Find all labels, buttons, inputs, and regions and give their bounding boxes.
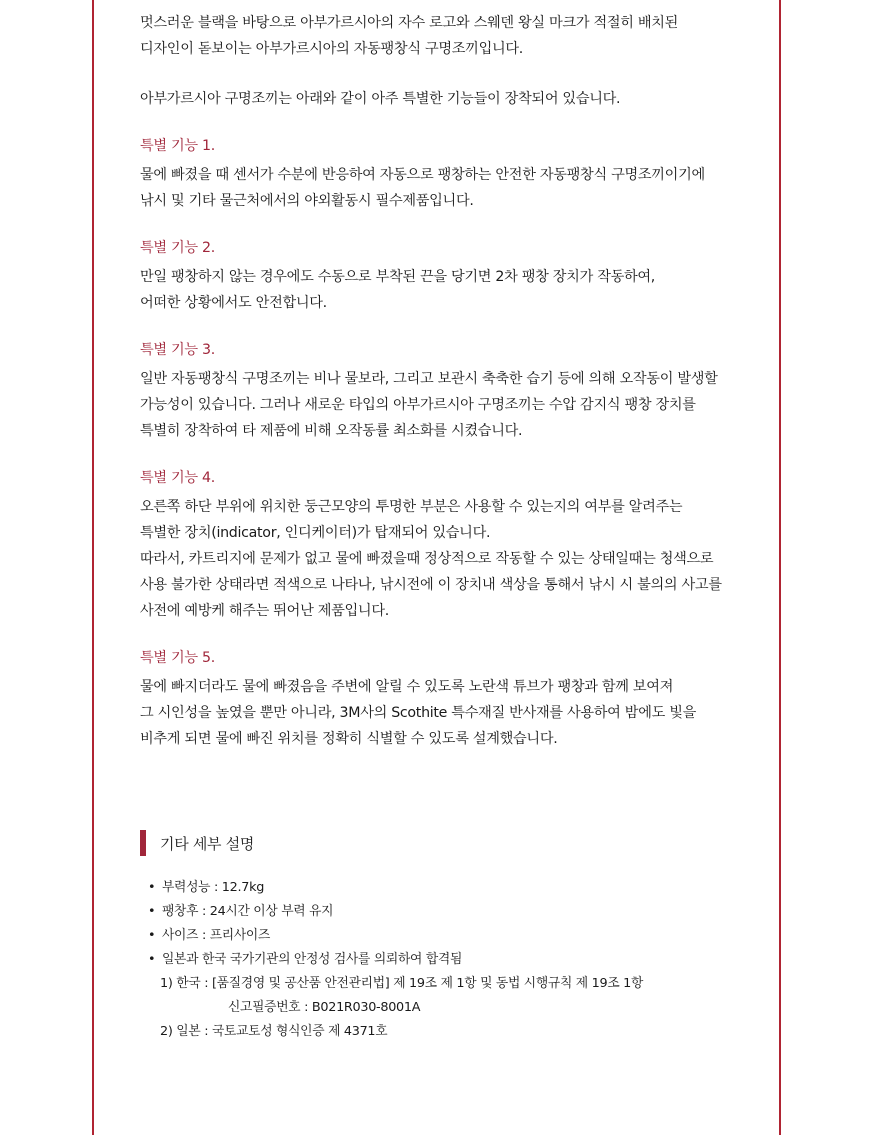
feature-title: 특별 기능 5. xyxy=(140,650,215,666)
feature-line: 특별한 장치(indicator, 인디케이터)가 탑재되어 있습니다. xyxy=(140,525,491,541)
cert-korea: 1) 한국 : [품질경영 및 공산품 안전관리법] 제 19조 제 1항 및 동법 시행규칙 제 19조 1항 xyxy=(160,976,644,991)
bullet-icon: • xyxy=(148,952,156,967)
bullet-icon: • xyxy=(148,928,156,943)
details-header xyxy=(140,830,760,856)
feature-title: 특별 기능 3. xyxy=(140,342,215,358)
spec-item-buoyancy: • 부력성능 : 12.7kg xyxy=(140,876,760,900)
feature-3 xyxy=(140,338,770,444)
feature-line: 사전에 예방케 해주는 뛰어난 제품입니다. xyxy=(140,603,389,619)
spec-item-inflated: • 팽창후 : 24시간 이상 부력 유지 xyxy=(140,900,760,924)
feature-line: 물에 빠지더라도 물에 빠졌음을 주변에 알릴 수 있도록 노란색 튜브가 팽창과 함께 보여져 xyxy=(140,679,674,695)
product-description xyxy=(140,10,770,752)
feature-2 xyxy=(140,236,770,316)
spec-item-certification: • 일본과 한국 국가기관의 안정성 검사를 의뢰하여 합격됨 xyxy=(140,948,760,972)
intro-line-1: 멋스러운 블랙을 바탕으로 아부가르시아의 자수 로고와 스웨덴 왕실 마크가 적절히 배치된 xyxy=(140,15,679,31)
details-title: 기타 세부 설명 xyxy=(160,834,255,853)
feature-5 xyxy=(140,646,770,752)
details-section xyxy=(140,830,760,1044)
cert-japan: 2) 일본 : 국토교토성 형식인증 제 4371호 xyxy=(160,1024,388,1039)
feature-line: 만일 팽창하지 않는 경우에도 수동으로 부착된 끈을 당기면 2차 팽창 장치가 작동하여, xyxy=(140,269,656,285)
feature-title: 특별 기능 1. xyxy=(140,138,215,154)
feature-line: 낚시 및 기타 물근처에서의 야외활동시 필수제품입니다. xyxy=(140,193,474,209)
section-accent-bar xyxy=(140,830,146,856)
feature-line: 물에 빠졌을 때 센서가 수분에 반응하여 자동으로 팽창하는 안전한 자동팽창식 구명조끼이기에 xyxy=(140,167,705,183)
feature-line: 가능성이 있습니다. 그러나 새로운 타입의 아부가르시아 구명조끼는 수압 감지식 팽창 장치를 xyxy=(140,397,696,413)
feature-line: 비추게 되면 물에 빠진 위치를 정확히 식별할 수 있도록 설계했습니다. xyxy=(140,731,558,747)
bullet-icon: • xyxy=(148,880,156,895)
feature-1 xyxy=(140,134,770,214)
feature-line: 따라서, 카트리지에 문제가 없고 물에 빠졌을때 정상적으로 작동할 수 있는 상태일때는 청색으로 xyxy=(140,551,714,567)
intro-lead: 아부가르시아 구명조끼는 아래와 같이 아주 특별한 기능들이 장착되어 있습니다. xyxy=(140,91,621,107)
feature-line: 어떠한 상황에서도 안전합니다. xyxy=(140,295,327,311)
spec-item-size: • 사이즈 : 프리사이즈 xyxy=(140,924,760,948)
cert-korea-number: 신고필증번호 : B021R030-8001A xyxy=(228,1000,421,1015)
feature-line: 일반 자동팽창식 구명조끼는 비나 물보라, 그리고 보관시 축축한 습기 등에 의해 오작동이 발생할 xyxy=(140,371,718,387)
feature-line: 사용 불가한 상태라면 적색으로 나타나, 낚시전에 이 장치내 색상을 통해서 낚시 시 불의의 사고를 xyxy=(140,577,722,593)
feature-title: 특별 기능 4. xyxy=(140,470,215,486)
feature-line: 오른쪽 하단 부위에 위치한 둥근모양의 투명한 부분은 사용할 수 있는지의 여부를 알려주는 xyxy=(140,499,683,515)
feature-line: 그 시인성을 높였을 뿐만 아니라, 3M사의 Scothite 특수재질 반사재를 사용하여 밤에도 빛을 xyxy=(140,705,697,721)
feature-line: 특별히 장착하여 타 제품에 비해 오작동률 최소화를 시켰습니다. xyxy=(140,423,523,439)
feature-4 xyxy=(140,466,770,624)
bullet-icon: • xyxy=(148,904,156,919)
spec-list xyxy=(140,876,760,1044)
feature-title: 특별 기능 2. xyxy=(140,240,215,256)
intro-line-2: 디자인이 돋보이는 아부가르시아의 자동팽창식 구명조끼입니다. xyxy=(140,41,523,57)
